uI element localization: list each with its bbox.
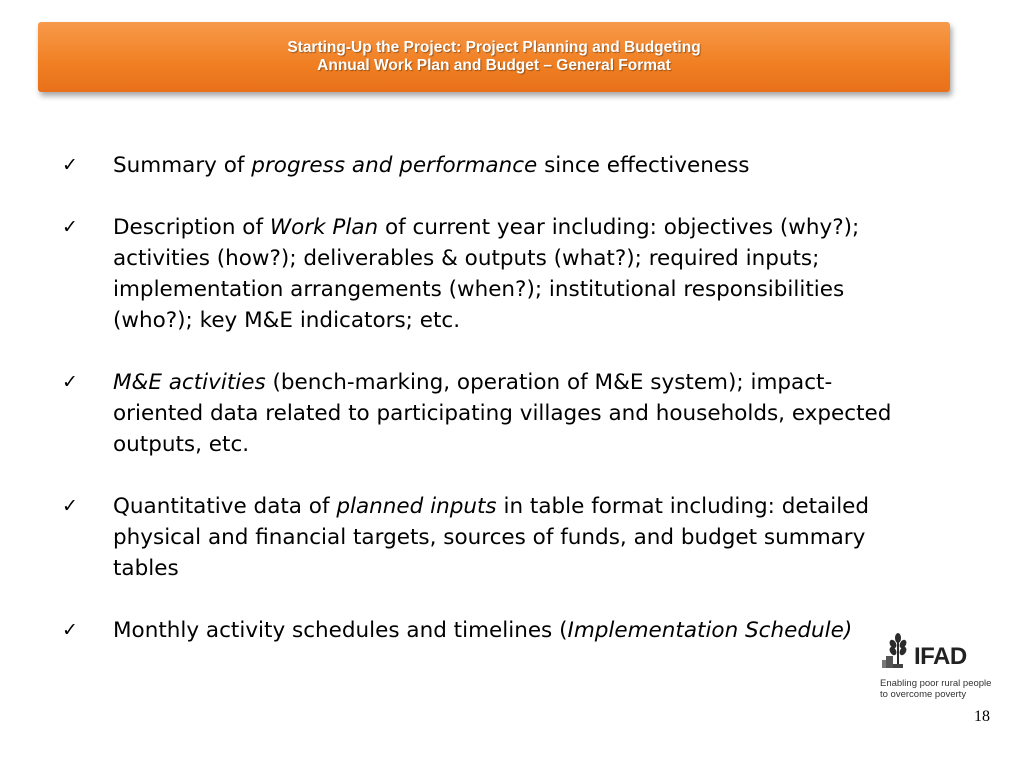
bullet-emphasis: progress and performance	[251, 153, 538, 178]
bullet-emphasis: planned inputs	[336, 494, 497, 519]
ifad-logo-text: IFAD	[914, 643, 967, 670]
checkmark-icon: ✓	[62, 216, 78, 238]
bullet-emphasis: Implementation Schedule)	[567, 618, 853, 643]
bullet-text: since effectiveness	[537, 153, 750, 178]
checkmark-icon: ✓	[62, 495, 78, 517]
bullet-emphasis: M&E activities	[113, 370, 266, 395]
ifad-wheat-icon	[880, 630, 914, 670]
bullet-item	[62, 491, 922, 584]
bullet-text: in table format including: detailed physical and financial targets, sources of funds, and budget summary tables	[113, 494, 870, 581]
bullet-text: Description of	[113, 215, 270, 240]
slide-title-bar	[38, 22, 950, 92]
bullet-text: Summary of	[113, 153, 252, 178]
bullet-item	[62, 615, 922, 646]
bullet-item	[62, 212, 922, 336]
bullet-text: Monthly activity schedules and timelines (	[113, 618, 568, 643]
tagline-line: Enabling poor rural people	[880, 678, 992, 689]
ifad-logo	[880, 630, 1010, 702]
bullet-emphasis: Work Plan	[269, 215, 379, 240]
slide-title: Starting-Up the Project: Project Planning and Budgeting	[287, 39, 701, 56]
bullet-text: Quantitative data of	[113, 494, 337, 519]
logo-tagline	[880, 678, 1010, 700]
tagline-line: to overcome poverty	[880, 689, 967, 700]
bullet-item	[62, 367, 922, 460]
bullet-text: of current year including: objectives (why?); activities (how?); deliverables & outputs (what?); required inputs; implementation arrangements (when?); institutional responsibilities (who?); key M&E indicators; etc.	[113, 215, 860, 333]
slide-subtitle: Annual Work Plan and Budget – General Format	[317, 57, 671, 74]
page-number: 18	[974, 708, 990, 725]
checkmark-icon: ✓	[62, 154, 78, 176]
bullet-item	[62, 150, 922, 181]
bullet-list	[62, 150, 922, 677]
checkmark-icon: ✓	[62, 371, 78, 393]
checkmark-icon: ✓	[62, 619, 78, 641]
bullet-text: (bench-marking, operation of M&E system); impact-oriented data related to participating villages and households, expected outputs, etc.	[113, 370, 892, 457]
